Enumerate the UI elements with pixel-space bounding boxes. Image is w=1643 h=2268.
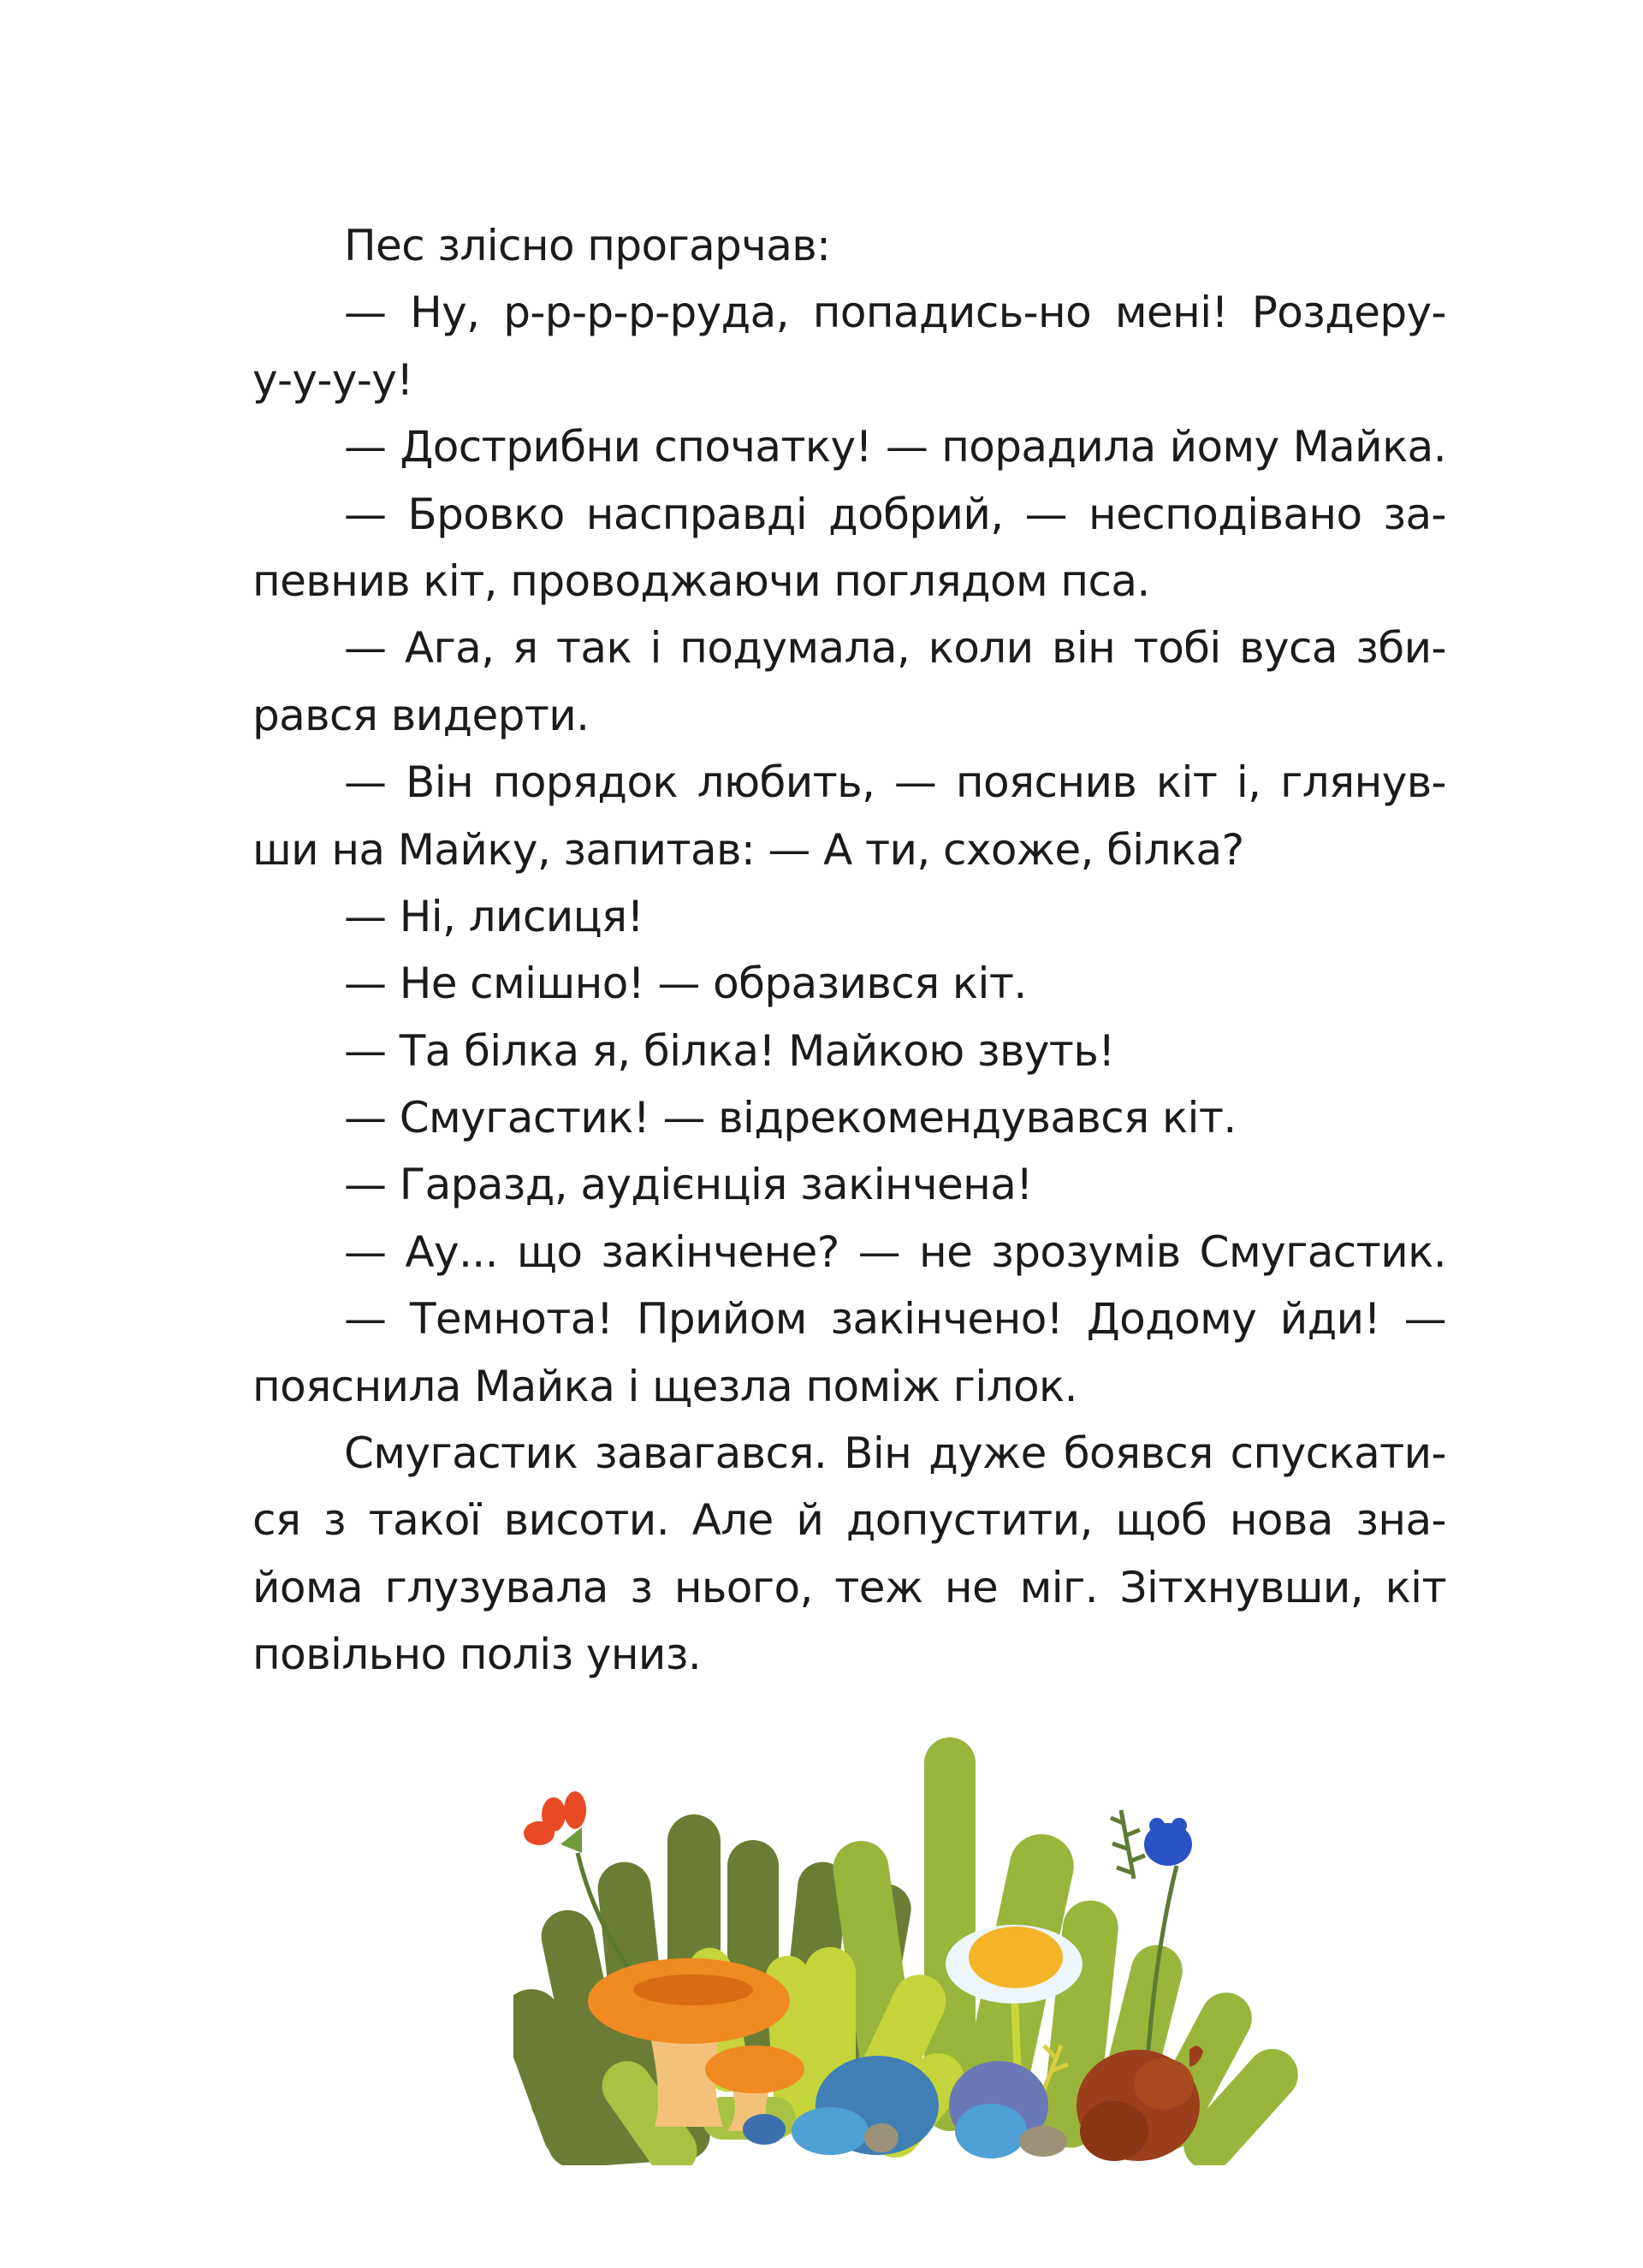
text-line: — Темнота! Прийом закінчено! Додому йди! —: [344, 1294, 1446, 1345]
text-line: рався видерти.: [252, 690, 590, 740]
text-line: — Ау... що закінчене? — не зрозумів Смугастик.: [344, 1226, 1446, 1277]
text-line: — Ні, лисиця!: [344, 891, 644, 941]
text-line: — Дострибни спочатку! — порадила йому Майка.: [344, 422, 1446, 472]
blue-flower: [1144, 1818, 1192, 2071]
story-text: [252, 212, 1446, 1689]
text-line: певнив кіт, проводжаючи поглядом пса.: [252, 555, 1150, 606]
fern-sprig: [1111, 1810, 1145, 1879]
forest-undergrowth-illustration: [513, 1729, 1301, 2165]
text-line: — Ну, р-р-р-р-руда, попадись-но мені! Роздеру-: [344, 288, 1446, 338]
text-line: Смугастик завагався. Він дуже боявся спускати-: [344, 1428, 1446, 1479]
text-line: пояснила Майка і щезла поміж гілок.: [252, 1361, 1077, 1411]
text-line: — Та білка я, білка! Майкою звуть!: [344, 1025, 1115, 1076]
text-line: ся з такої висоти. Але й допустити, щоб нова зна-: [252, 1495, 1446, 1546]
text-line: — Він порядок любить, — пояснив кіт і, глянув-: [344, 757, 1446, 808]
text-line: ши на Майку, запитав: — А ти, схоже, білка?: [252, 824, 1244, 875]
text-line: — Смугастик! — відрекомендувався кіт.: [344, 1093, 1237, 1143]
text-line: — Не смішно! — образився кіт.: [344, 959, 1027, 1009]
text-line: — Гаразд, аудієнція закінчена!: [344, 1160, 1033, 1210]
text-line: повільно поліз униз.: [252, 1630, 702, 1680]
text-line: — Бровко насправді добрий, — несподівано за-: [344, 489, 1446, 539]
text-line: — Ага, я так і подумала, коли він тобі вуса зби-: [344, 623, 1446, 674]
text-line: йома глузувала з нього, теж не міг. Зітхнувши, кіт: [252, 1562, 1446, 1612]
text-line: Пес злісно прогарчав:: [344, 221, 831, 270]
text-line: у-у-у-у!: [252, 354, 413, 405]
